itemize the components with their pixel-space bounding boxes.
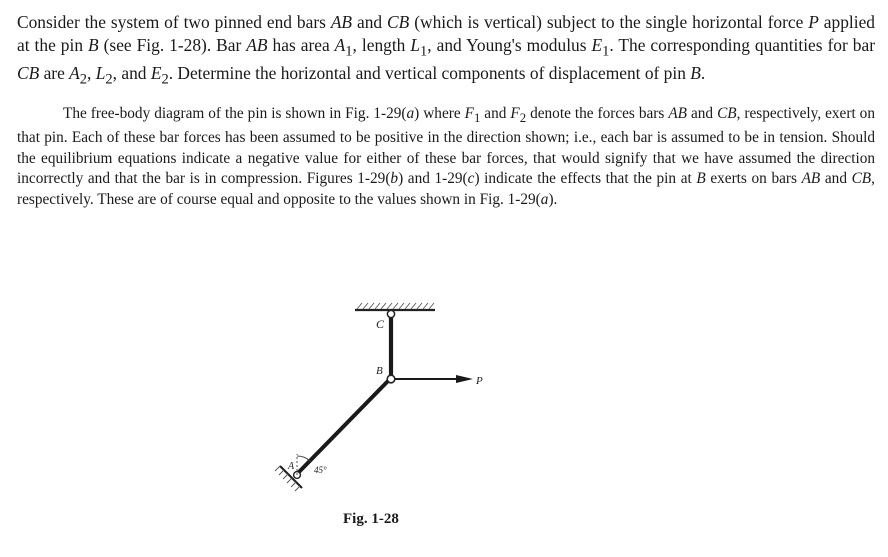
text: exerts on bars bbox=[705, 170, 802, 188]
symbol-l: L bbox=[95, 63, 106, 84]
solution-text bbox=[17, 104, 875, 210]
pin-b bbox=[387, 375, 395, 383]
symbol-b: B bbox=[690, 63, 701, 84]
symbol-b: B bbox=[696, 170, 706, 188]
text: , respectively, exert on that pin. Each of these bar forces has been assumed to be positive in the direction shown; i.e., each bar is assumed to be in tension. Should the equilibrium equations indicate a negative value for either of these bar forces, that would signify that we have assumed the direction incorrectly and that the bar is in compression. Figures 1-29( bbox=[17, 105, 875, 188]
text: (see Fig. 1-28). Bar bbox=[98, 34, 247, 55]
symbol-l: L bbox=[410, 34, 421, 55]
symbol-cb: CB bbox=[717, 105, 737, 122]
text: , and bbox=[112, 63, 151, 84]
text: The free-body diagram of the pin is shown in Fig. 1-29( bbox=[63, 105, 407, 122]
symbol-ab: AB bbox=[801, 170, 821, 188]
text: denote the forces bars bbox=[526, 105, 669, 122]
text: has area bbox=[267, 34, 335, 55]
text: and bbox=[352, 12, 388, 32]
pin-c bbox=[387, 310, 394, 317]
text: , length bbox=[352, 34, 411, 55]
bar-ab bbox=[297, 380, 389, 474]
symbol-cb: CB bbox=[387, 12, 410, 32]
subscript: 1 bbox=[345, 42, 353, 59]
subscript: 1 bbox=[473, 111, 481, 126]
label-p: P bbox=[476, 375, 483, 387]
text: , respectively. These are of course equal and opposite to the values shown in Fig. 1-29( bbox=[17, 170, 875, 208]
problem-statement bbox=[17, 11, 875, 91]
text: and bbox=[820, 170, 852, 188]
symbol-ab: AB bbox=[246, 34, 268, 55]
text: . The corresponding quantities for bar bbox=[609, 34, 875, 55]
label-b: B bbox=[376, 365, 383, 377]
angle-label: 45° bbox=[314, 465, 327, 475]
text: ) indicate the effects that the pin at bbox=[474, 170, 697, 188]
text: and bbox=[480, 105, 511, 122]
symbol-b: B bbox=[88, 34, 99, 55]
subscript: 2 bbox=[79, 71, 88, 88]
symbol: a bbox=[540, 190, 549, 208]
symbol-cb: CB bbox=[17, 63, 40, 84]
text: are bbox=[39, 63, 70, 84]
text: ) and 1-29( bbox=[398, 170, 468, 188]
subscript: 1 bbox=[420, 42, 428, 59]
symbol: c bbox=[467, 170, 475, 188]
symbol-p: P bbox=[808, 12, 819, 32]
text: . Determine the horizontal and vertical components of displacement of pin bbox=[168, 63, 691, 84]
text: applied at the pin bbox=[17, 12, 875, 55]
symbol-ab: AB bbox=[668, 105, 688, 122]
symbol-a: A bbox=[334, 34, 346, 55]
text: . bbox=[700, 63, 706, 84]
text: , bbox=[87, 63, 96, 84]
text: , and Young's modulus bbox=[427, 34, 592, 55]
ceiling-support bbox=[355, 303, 435, 310]
text: (which is vertical) subject to the single horizontal force bbox=[409, 12, 809, 32]
label-a: A bbox=[288, 461, 295, 472]
subscript: 2 bbox=[161, 71, 169, 88]
truss-diagram bbox=[260, 290, 520, 540]
symbol-a: A bbox=[69, 63, 80, 84]
symbol-f: F bbox=[464, 105, 474, 122]
symbol-f: F bbox=[510, 105, 520, 122]
symbol-cb: CB bbox=[851, 170, 872, 188]
label-c: C bbox=[376, 317, 385, 331]
problem-paragraph bbox=[17, 11, 875, 91]
figure-1-28 bbox=[260, 290, 520, 540]
subscript: 2 bbox=[519, 111, 527, 126]
force-p-arrowhead bbox=[456, 375, 473, 383]
text: ) where bbox=[414, 105, 465, 122]
symbol-e: E bbox=[591, 34, 603, 55]
text: Consider the system of two pinned end bars bbox=[17, 12, 331, 32]
symbol-ab: AB bbox=[330, 12, 353, 32]
subscript: 2 bbox=[105, 71, 113, 88]
symbol: a bbox=[406, 105, 415, 122]
symbol-e: E bbox=[150, 63, 162, 84]
text: ). bbox=[548, 190, 558, 208]
figure-caption: Fig. 1-28 bbox=[343, 511, 399, 527]
subscript: 1 bbox=[602, 42, 610, 59]
solution-paragraph bbox=[17, 104, 875, 210]
symbol: b bbox=[390, 170, 399, 188]
text: and bbox=[687, 105, 718, 122]
